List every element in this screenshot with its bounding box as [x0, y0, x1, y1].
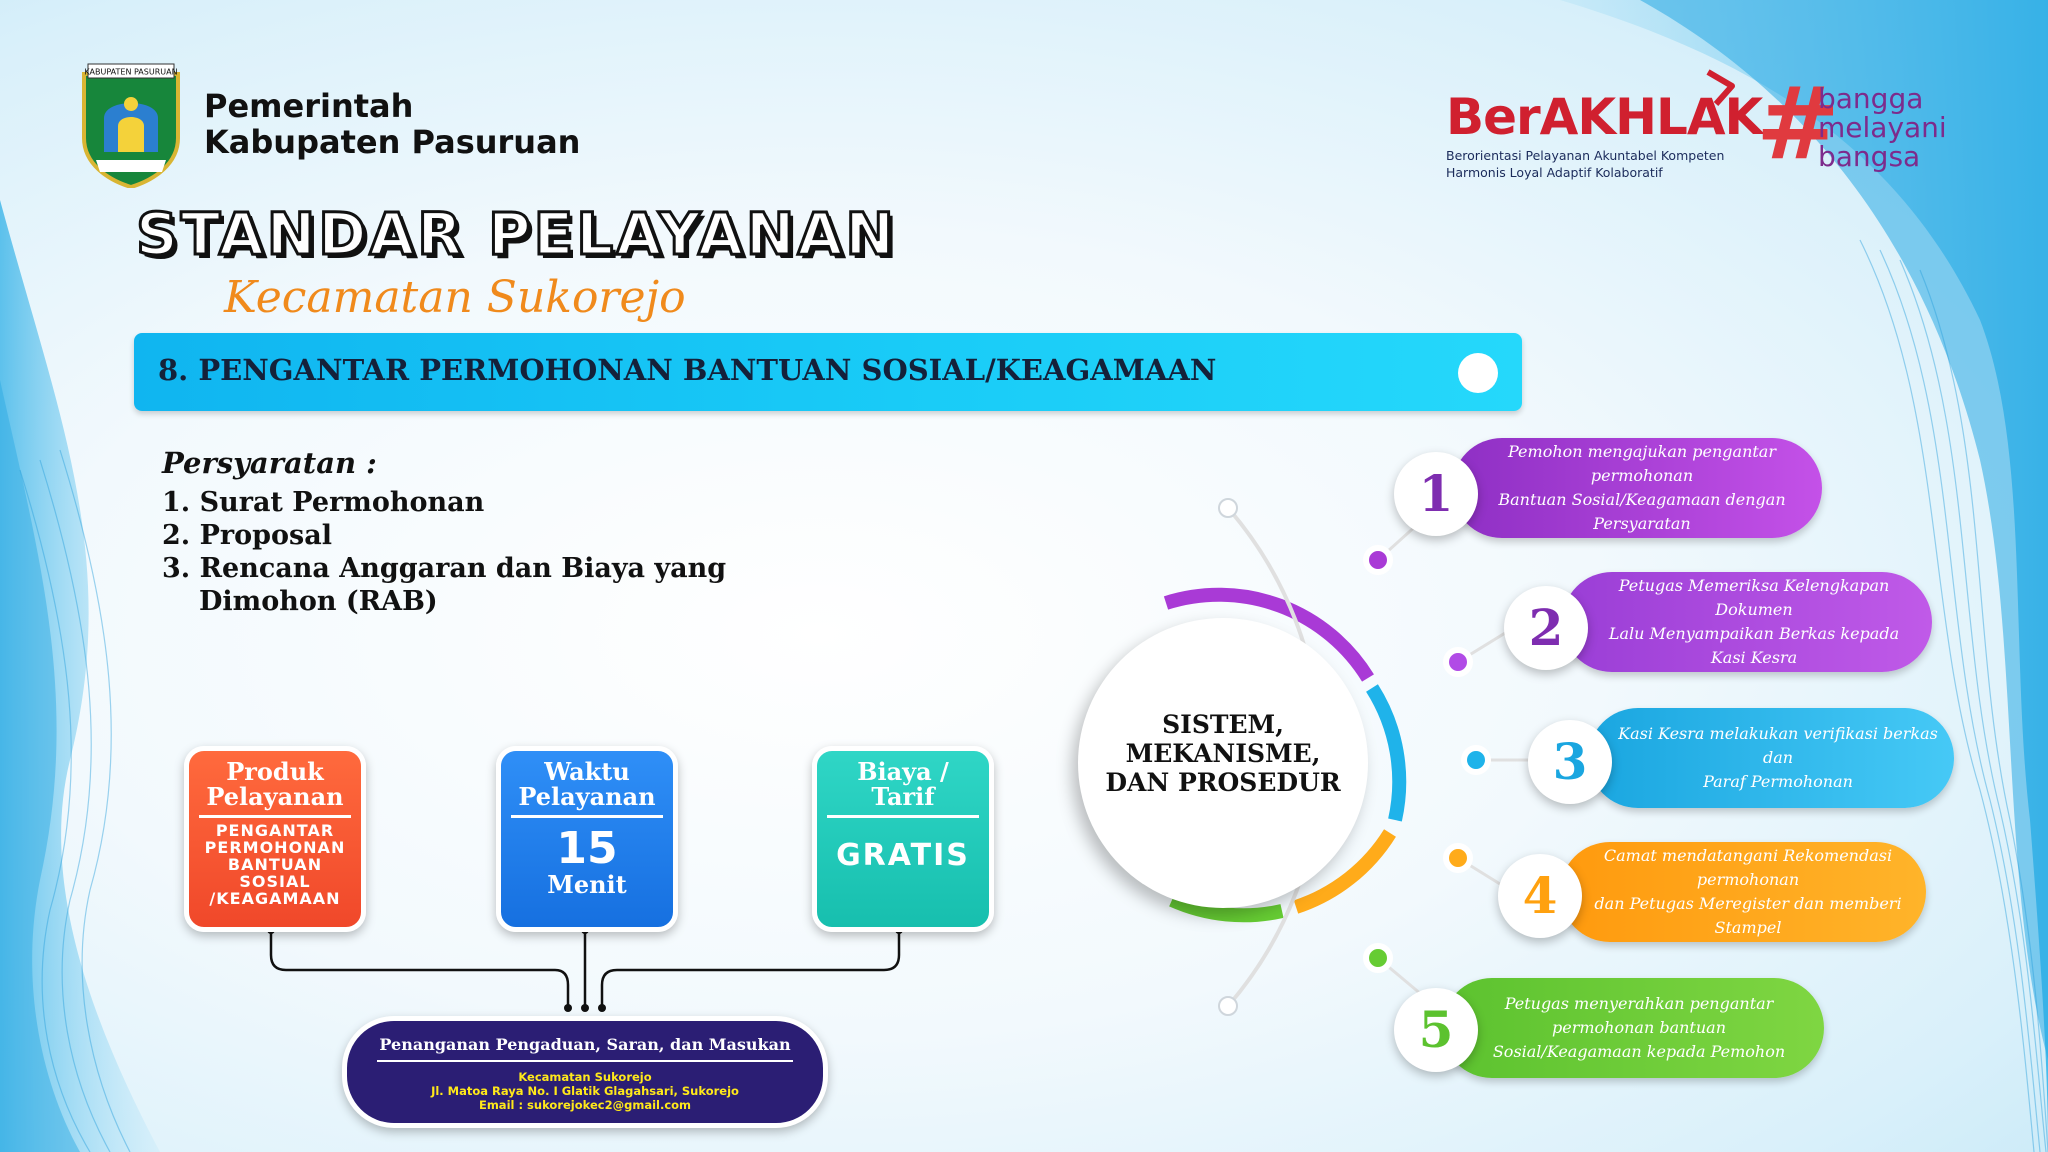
complaint-address: Jl. Matoa Raya No. I Glatik Glagahsari, Sukorejo — [431, 1084, 739, 1098]
bangga-line-1: bangga — [1818, 82, 1924, 115]
card-title-line-1: Biaya / — [857, 757, 949, 786]
requirement-item: 1. Surat Permohonan — [162, 487, 485, 518]
card-value-line: PENGANTAR — [215, 821, 335, 840]
card-title-line-2: Tarif — [871, 782, 935, 811]
service-time-value: 15 — [556, 823, 618, 874]
step-number-4: 4 — [1498, 854, 1582, 938]
card-value-line: /KEAGAMAAN — [209, 889, 341, 908]
process-center-text — [1078, 710, 1368, 797]
page-subtitle: Kecamatan Sukorejo — [224, 272, 686, 323]
government-line-1: Pemerintah — [204, 87, 414, 125]
requirement-item: 3. Rencana Anggaran dan Biaya yang — [162, 553, 727, 584]
card-title-line-2: Pelayanan — [518, 782, 656, 811]
step-line: Sosial/Keagamaan kepada Pemohon — [1492, 1042, 1786, 1061]
step-line: Bantuan Sosial/Keagamaan dengan Persyaratan — [1498, 490, 1786, 533]
step-line: Kasi Kesra melakukan verifikasi berkas dan — [1618, 724, 1938, 767]
hashtag-icon: # — [1756, 65, 1840, 182]
step-line: Lalu Menyampaikan Berkas kepada — [1608, 624, 1900, 643]
process-step-5 — [1442, 978, 1824, 1078]
card-value-line: PERMOHONAN — [204, 838, 346, 857]
berakhlak-tagline-2: Harmonis Loyal Adaptif Kolaboratif — [1446, 165, 1663, 180]
step-line: Kasi Kesra — [1710, 648, 1798, 667]
process-step-1 — [1452, 438, 1822, 538]
bangga-line-3: bangsa — [1818, 140, 1921, 173]
requirement-item-continued: Dimohon (RAB) — [199, 586, 438, 617]
complaint-title: Penanganan Pengaduan, Saran, dan Masukan — [379, 1035, 791, 1054]
card-title-line-1: Waktu — [544, 757, 630, 786]
section-title: 8. PENGANTAR PERMOHONAN BANTUAN SOSIAL/KEAGAMAAN — [158, 353, 1217, 387]
step-number-2: 2 — [1504, 586, 1588, 670]
process-step-3 — [1588, 708, 1954, 808]
complaint-office: Kecamatan Sukorejo — [518, 1070, 652, 1084]
card-title-line-1: Produk — [226, 757, 324, 786]
step-number-1: 1 — [1394, 452, 1478, 536]
process-step-2 — [1562, 572, 1932, 672]
step-line: Paraf Permohonan — [1703, 772, 1853, 791]
process-step-text — [1472, 438, 1812, 538]
step-line: Petugas menyerahkan pengantar permohonan bantuan — [1504, 994, 1774, 1037]
svg-text:KABUPATEN PASURUAN: KABUPATEN PASURUAN — [84, 67, 178, 77]
step-line: dan Petugas Meregister dan memberi Stampel — [1594, 894, 1902, 937]
process-step-text — [1464, 978, 1814, 1078]
step-line: Pemohon mengajukan pengantar permohonan — [1508, 442, 1776, 485]
berakhlak-wordmark: BerAKHLAK — [1446, 88, 1763, 146]
step-number-3: 3 — [1528, 720, 1612, 804]
requirements-heading: Persyaratan : — [162, 446, 377, 480]
process-step-text — [1584, 572, 1924, 672]
government-line-2: Kabupaten Pasuruan — [204, 123, 581, 161]
process-step-4 — [1560, 842, 1926, 942]
complaint-email: Email : sukorejokec2@gmail.com — [478, 1098, 692, 1112]
service-time-unit: Menit — [547, 870, 627, 899]
bangga-line-2: melayani — [1818, 111, 1947, 144]
process-center-circle — [1078, 618, 1368, 908]
service-cost-value: GRATIS — [836, 838, 970, 873]
card-value-line: BANTUAN — [227, 855, 323, 874]
step-number-5: 5 — [1394, 988, 1478, 1072]
card-value-line: SOSIAL — [239, 872, 311, 891]
process-center-line-2: MEKANISME, — [1125, 739, 1321, 768]
process-center-line-3: DAN PROSEDUR — [1105, 768, 1341, 797]
berakhlak-tagline-1: Berorientasi Pelayanan Akuntabel Kompeten — [1446, 148, 1725, 163]
card-title-line-2: Pelayanan — [206, 782, 344, 811]
requirement-item: 2. Proposal — [162, 520, 332, 551]
step-line: Petugas Memeriksa Kelengkapan Dokumen — [1618, 576, 1890, 619]
process-step-text — [1578, 842, 1918, 942]
step-line: Camat mendatangani Rekomendasi permohonan — [1603, 846, 1893, 889]
page-title: STANDAR PELAYANAN — [136, 200, 897, 268]
process-center-line-1: SISTEM, — [1162, 710, 1284, 739]
process-step-text — [1610, 708, 1946, 808]
